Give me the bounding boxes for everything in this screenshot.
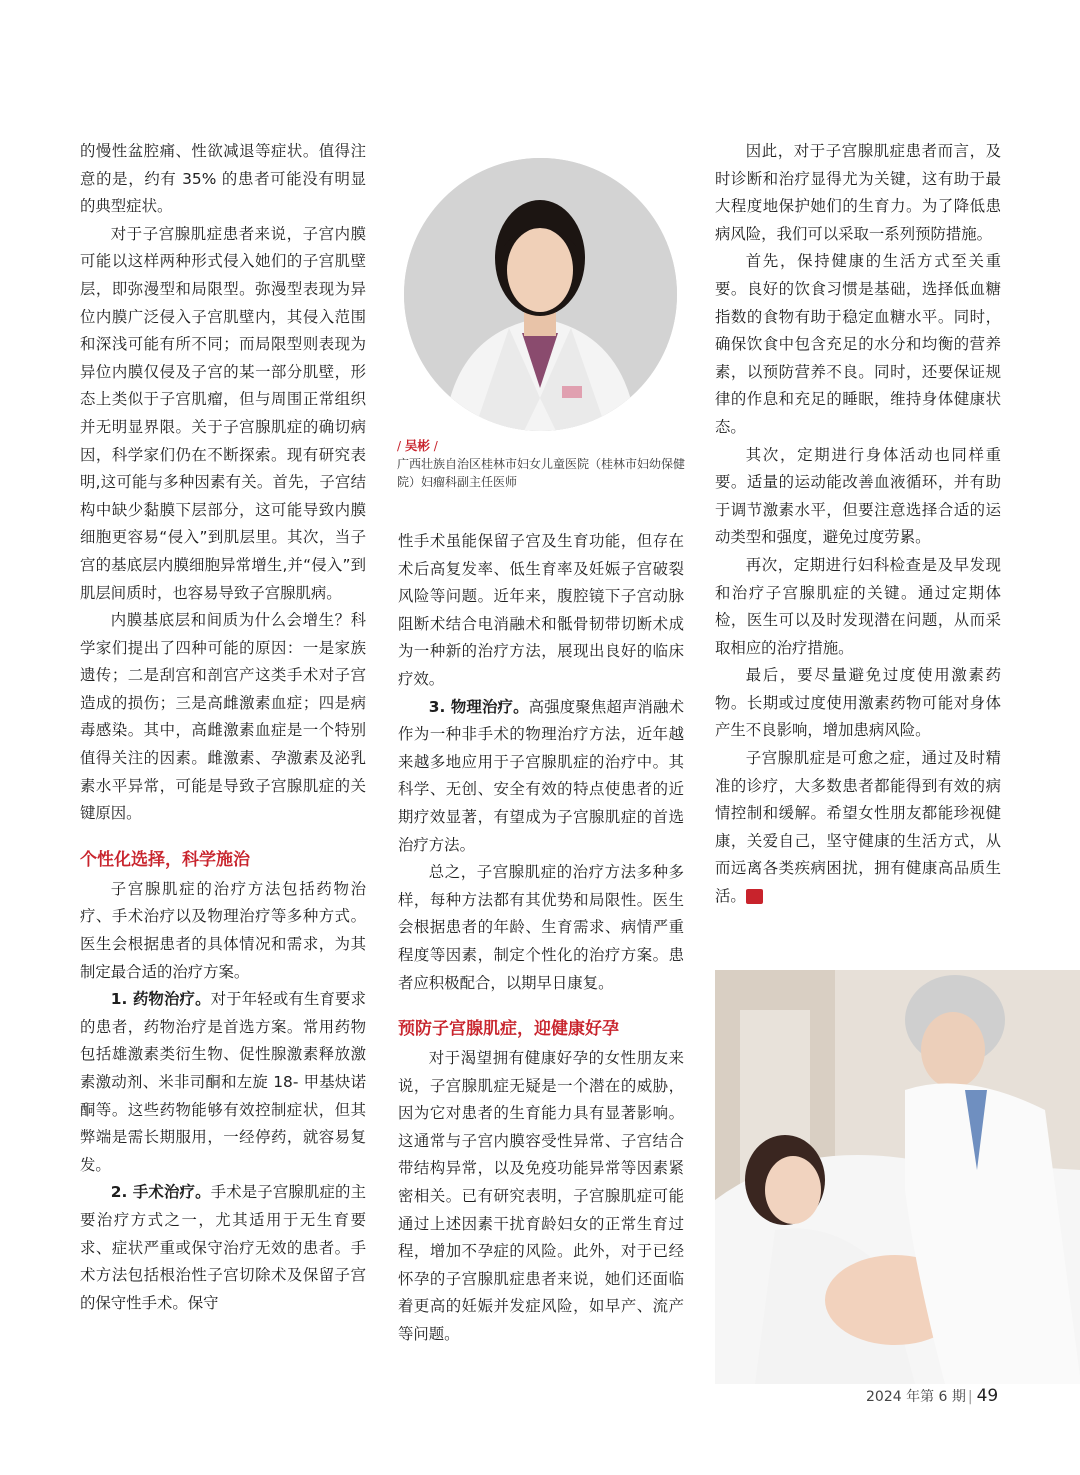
surgery-text: 手术是子宫腺肌症的主要治疗方式之一，尤其适用于无生育要求、症状严重或保守治疗无效的患者。手术方法包括根治性子宫切除术及保留子宫的保守性手术。保守 xyxy=(80,1183,366,1312)
doctor-portrait-illustration xyxy=(404,158,677,431)
closing-text: 子宫腺肌症是可愈之症，通过及时精准的诊疗，大多数患者都能得到有效的病情控制和缓解。希望女性朋友都能珍视健康，关爱自己，坚守健康的生活方式，从而远离各类疾病困扰，拥有健康高品质生活。 xyxy=(715,749,1001,906)
paragraph-closing xyxy=(715,745,1001,911)
paragraph-surgery xyxy=(80,1179,366,1317)
footer-divider: | xyxy=(967,1389,973,1405)
paragraph: 最后，要尽量避免过度使用激素药物。长期或过度使用激素药物可能对身体产生不良影响，增加患病风险。 xyxy=(715,666,1001,740)
column-right xyxy=(715,138,1001,911)
column-left xyxy=(80,138,366,1317)
paragraph: 性手术虽能保留子宫及生育功能，但存在术后高复发率、低生育率及妊娠子宫破裂风险等问题。近年来，腹腔镜下子宫动脉阻断术结合电消融术和骶骨韧带切断术成为一种新的治疗方法，展现出良好的临床疗效。 xyxy=(398,532,684,688)
doctor-portrait xyxy=(404,158,677,431)
paragraph-drug-therapy xyxy=(80,986,366,1179)
paragraph: 子宫腺肌症的治疗方法包括药物治疗、手术治疗以及物理治疗等多种方式。医生会根据患者的具体情况和需求，为其制定最合适的治疗方案。 xyxy=(80,879,366,981)
pregnancy-photo-illustration xyxy=(715,970,1080,1384)
doctor-name: 吴彬 xyxy=(404,438,430,453)
paragraph: 首先，保持健康的生活方式至关重要。良好的饮食习惯是基础，选择低血糖指数的食物有助于稳定血糖水平。同时，确保饮食中包含充足的水分和均衡的营养素，以预防营养不良。同时，还要保证规律的作息和充足的睡眠，维持身体健康状态。 xyxy=(715,252,1001,436)
paragraph: 对于渴望拥有健康好孕的女性朋友来说，子宫腺肌症无疑是一个潜在的威胁，因为它对患者的生育能力具有显著影响。这通常与子宫内膜容受性异常、子宫结合带结构异常，以及免疫功能异常等因素紧密相关。已有研究表明，子宫腺肌症可能通过上述因素干扰育龄妇女的正常生育过程，增加不孕症的风险。此外，对于已经怀孕的子宫腺肌症患者来说，她们还面临着更高的妊娠并发症风险，如早产、流产等问题。 xyxy=(398,1049,684,1344)
section-heading-treatment: 个性化选择，科学施治 xyxy=(80,849,250,870)
physical-therapy-lead: 3. 物理治疗。 xyxy=(428,697,529,716)
pregnancy-photo xyxy=(715,970,1080,1384)
paragraph: 再次，定期进行妇科检查是及早发现和治疗子宫腺肌症的关键。通过定期体检，医生可以及时发现潜在问题，从而采取相应的治疗措施。 xyxy=(715,555,1001,657)
section-heading-prevention: 预防子宫腺肌症，迎健康好孕 xyxy=(398,1019,619,1040)
paragraph: 因此，对于子宫腺肌症患者而言，及时诊断和治疗显得尤为关键，这有助于最大程度地保护她们的生育力。为了降低患病风险，我们可以采取一系列预防措施。 xyxy=(715,142,1001,243)
end-mark-icon: J xyxy=(746,889,763,904)
column-middle xyxy=(398,528,684,1349)
paragraph-physical-therapy xyxy=(398,694,684,860)
slash-mark: / xyxy=(397,439,402,453)
slash-mark: / xyxy=(433,439,438,453)
doctor-affiliation: 广西壮族自治区桂林市妇女儿童医院（桂林市妇幼保健院）妇瘤科副主任医师 xyxy=(397,457,686,489)
paragraph: 总之，子宫腺肌症的治疗方法多种多样，每种方法都有其优势和局限性。医生会根据患者的年龄、生育需求、病情严重程度等因素，制定个性化的治疗方案。患者应积极配合，以期早日康复。 xyxy=(398,863,684,992)
drug-therapy-text: 对于年轻或有生育要求的患者，药物治疗是首选方案。常用药物包括雄激素类衍生物、促性腺激素释放激素激动剂、米非司酮和左旋 18- 甲基炔诺酮等。这些药物能够有效控制症状，但其弊端是需长期服用，一经停药，就容易复发。 xyxy=(80,990,366,1174)
surgery-lead: 2. 手术治疗。 xyxy=(110,1183,211,1202)
paragraph: 的慢性盆腔痛、性欲减退等症状。值得注意的是，约有 35% 的患者可能没有明显的典型症状。 xyxy=(80,142,366,216)
physical-therapy-text: 高强度聚焦超声消融术作为一种非手术的物理治疗方法，近年越来越多地应用于子宫腺肌症的治疗中。其科学、无创、安全有效的特点使患者的近期疗效显著，有望成为子宫腺肌症的首选治疗方法。 xyxy=(398,697,684,854)
paragraph: 对于子宫腺肌症患者来说，子宫内膜可能以这样两种形式侵入她们的子宫肌壁层，即弥漫型和局限型。弥漫型表现为异位内膜广泛侵入子宫肌壁内，其侵入范围和深浅可能有所不同；而局限型则表现为异位内膜仅侵及子宫的某一部分肌壁，形态上类似于子宫肌瘤，但与周围正常组织并无明显界限。关于子宫腺肌症的确切病因，科学家们仍在不断探索。现有研究表明,这可能与多种因素有关。首先，子宫结构中缺少黏膜下层部分，这可能导致内膜细胞更容易“侵入”到肌层里。其次，当子宫的基底层内膜细胞异常增生,并“侵入”到肌层间质时，也容易导致子宫腺肌病。 xyxy=(80,224,366,602)
drug-therapy-lead: 1. 药物治疗。 xyxy=(110,990,211,1009)
paragraph: 内膜基底层和间质为什么会增生？科学家们提出了四种可能的原因：一是家族遗传；二是刮宫和剖宫产这类手术对子宫造成的损伤；三是高雌激素血症；四是病毒感染。其中，高雌激素血症是一个特别值得关注的因素。雌激素、孕激素及泌乳素水平异常，可能是导致子宫腺肌症的关键原因。 xyxy=(80,611,366,823)
page-footer xyxy=(866,1386,998,1406)
issue-label: 2024 年第 6 期 xyxy=(866,1389,966,1405)
doctor-name-line xyxy=(397,437,697,455)
paragraph: 其次，定期进行身体活动也同样重要。适量的运动能改善血液循环，并有助于调节激素水平，但要注意选择合适的运动类型和强度，避免过度劳累。 xyxy=(715,445,1001,547)
portrait-caption xyxy=(397,437,697,491)
page-number: 49 xyxy=(976,1386,999,1406)
